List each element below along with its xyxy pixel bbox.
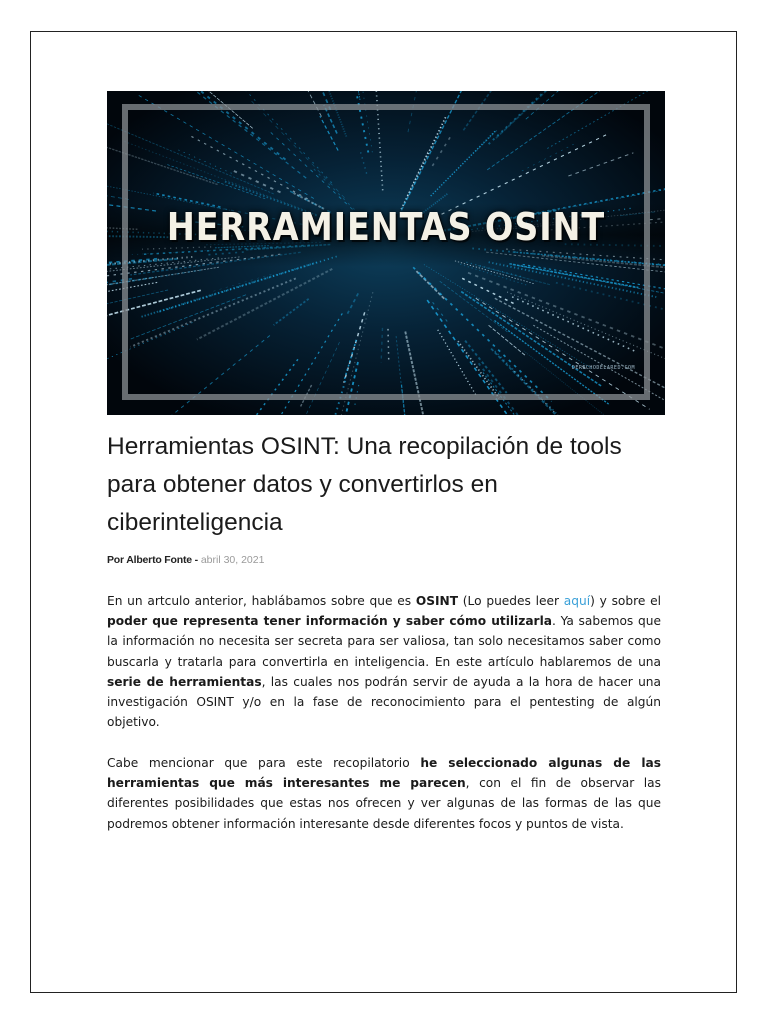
article-title: Herramientas OSINT: Una recopilación de tools para obtener datos y convertirlos en ciberinteligencia [107, 433, 622, 536]
text-run: (Lo puedes leer [458, 594, 564, 608]
bold-run: serie de herramientas [107, 674, 262, 689]
text-run: , las cuales nos podrán servir de ayuda a la hora de hacer una investigación OSINT y/o en la fase de reconocimiento para el pentesting de algún objetivo. [107, 674, 661, 730]
bold-run: he seleccionado algunas de las herramientas que más interesantes me parecen [107, 756, 661, 791]
text-run: Cabe mencionar que para este recopilatorio [107, 756, 421, 770]
bold-run: poder que representa tener información y saber cómo utilizarla [107, 614, 552, 629]
hero-title: HERRAMIENTAS OSINT [166, 205, 606, 249]
text-run: ) y sobre el [590, 594, 661, 608]
bold-run: OSINT [415, 594, 459, 608]
text-run: , con el fin de observar las diferentes posibilidades que estas nos ofrecen y ver algunas de las formas de las que podremos obtener información interesante desde diferentes focos y puntos de vista. [107, 776, 661, 831]
byline-date: abril 30, 2021 [200, 554, 265, 566]
article-byline [107, 554, 264, 566]
read-here-link[interactable]: aquí [563, 594, 591, 608]
hero-watermark: DERECHODELARED.COM [571, 365, 635, 371]
text-run: . Ya sabemos que la información no necesita ser secreta para ser valiosa, tan solo necesitamos saber como buscarla y tratarla para convertirla en inteligencia. En este artículo hablaremos de una [107, 614, 661, 669]
hero-image [107, 91, 665, 415]
byline-author[interactable]: Por Alberto Fonte - [107, 554, 198, 566]
article-paragraph-1 [107, 591, 661, 732]
article-paragraph-2 [107, 753, 661, 834]
text-run: En un artculo anterior, hablábamos sobre que es [107, 594, 416, 608]
